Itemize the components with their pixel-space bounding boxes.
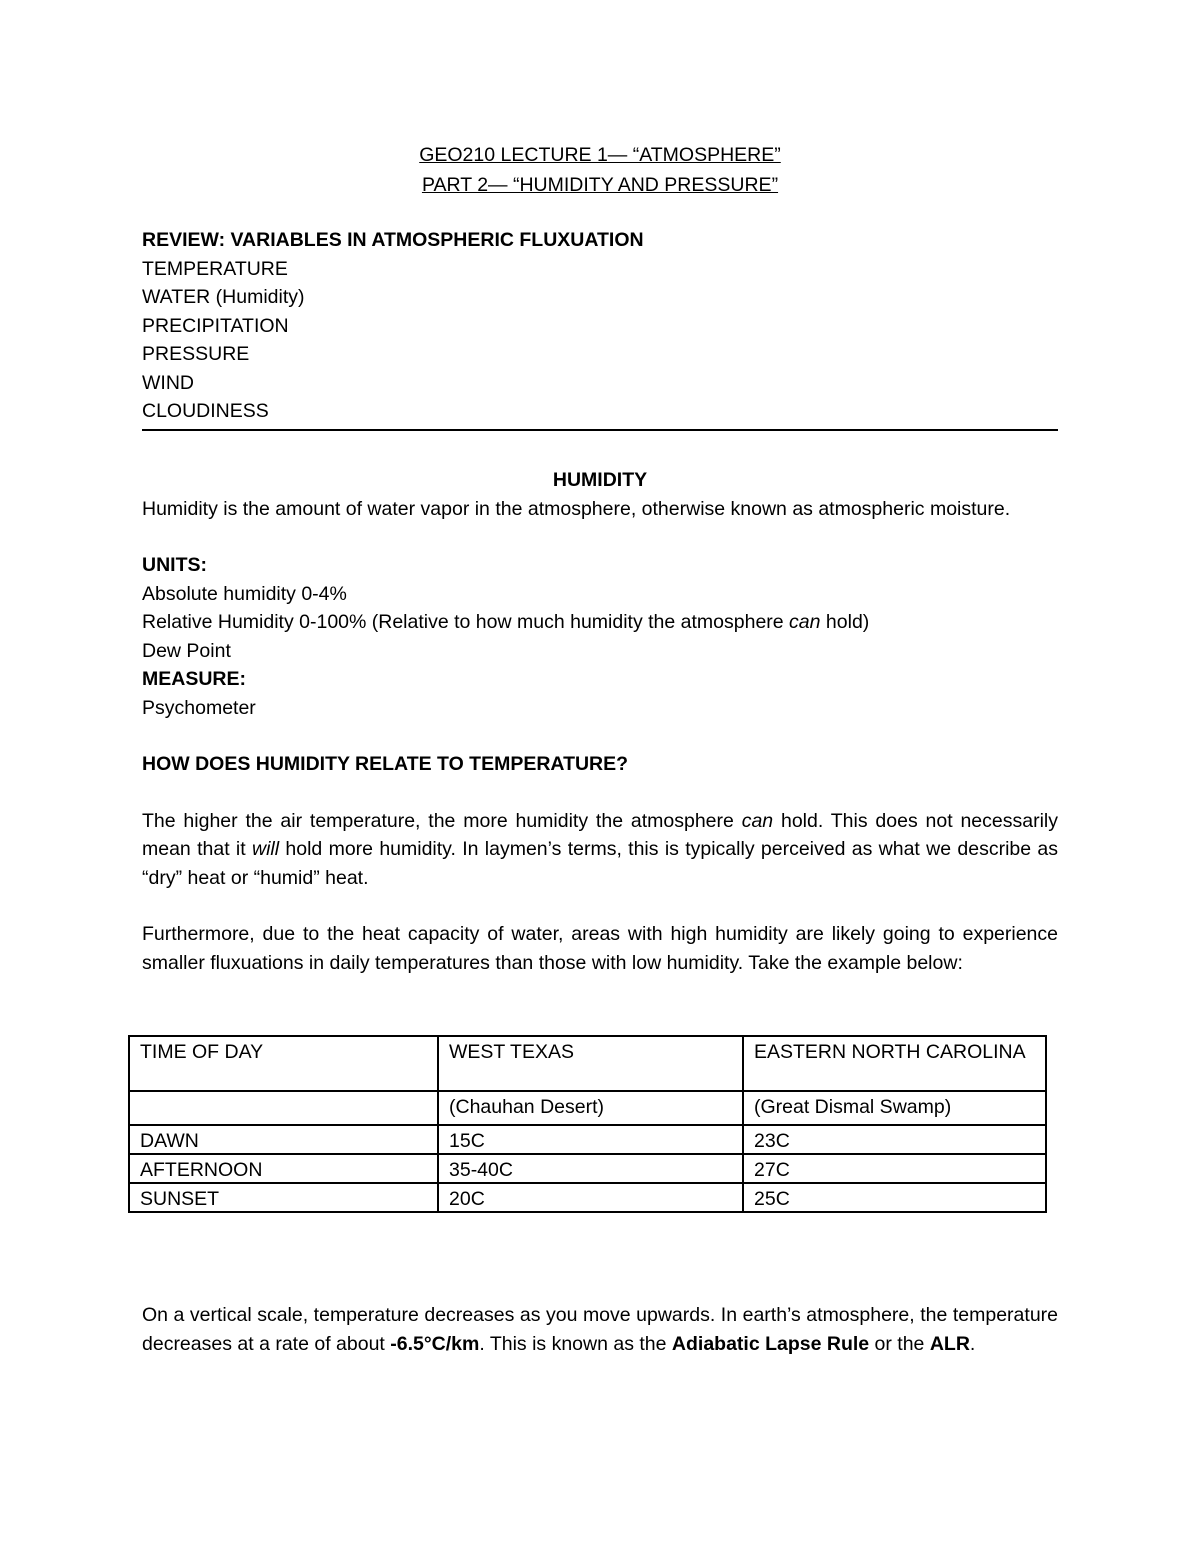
table-cell: 25C xyxy=(743,1183,1046,1212)
table-row xyxy=(129,1154,1046,1183)
measure-label: MEASURE: xyxy=(142,668,247,690)
review-item: PRECIPITATION xyxy=(142,314,289,337)
table-header-cell: WEST TEXAS xyxy=(438,1036,743,1091)
table-cell: 20C xyxy=(438,1183,743,1212)
document-subtitle: PART 2— “HUMIDITY AND PRESSURE” xyxy=(421,174,779,196)
document-title: GEO210 LECTURE 1— “ATMOSPHERE” xyxy=(419,144,781,166)
table-cell: SUNSET xyxy=(129,1183,438,1212)
relation-paragraph-1: The higher the air temperature, the more humidity the atmosphere can hold. This does not necessarily mean that it will hold more humidity. In laymen’s terms, this is typically perceived as what we describe as “dry” heat or “humid” heat. xyxy=(142,809,1059,889)
review-item: WIND xyxy=(142,371,194,394)
table-cell: (Chauhan Desert) xyxy=(438,1091,743,1125)
table-row xyxy=(129,1183,1046,1212)
table-cell: 23C xyxy=(743,1125,1046,1154)
relation-paragraph-2: Furthermore, due to the heat capacity of water, areas with high humidity are likely going to experience smaller fluxuations in daily temperatures than those with low humidity. Take the example below: xyxy=(142,923,1058,974)
table-cell: 35-40C xyxy=(438,1154,743,1183)
table-cell: (Great Dismal Swamp) xyxy=(743,1091,1046,1125)
table-subheader-row xyxy=(129,1091,1046,1125)
table-cell: DAWN xyxy=(129,1125,438,1154)
table-cell xyxy=(129,1091,438,1125)
table-cell: 27C xyxy=(743,1154,1046,1183)
review-section xyxy=(142,226,1058,426)
table-cell: 15C xyxy=(438,1125,743,1154)
table-cell: AFTERNOON xyxy=(129,1154,438,1183)
horizontal-divider xyxy=(142,429,1058,431)
document-page xyxy=(142,140,1058,977)
units-label: UNITS: xyxy=(142,554,207,576)
review-item: TEMPERATURE xyxy=(142,257,288,280)
review-item: PRESSURE xyxy=(142,343,250,365)
table-header-row xyxy=(129,1036,1046,1091)
table-header-cell: EASTERN NORTH CAROLINA xyxy=(743,1036,1046,1091)
review-heading: REVIEW: VARIABLES IN ATMOSPHERIC FLUXUATION xyxy=(142,229,644,251)
relative-humidity: Relative Humidity 0-100% (Relative to how much humidity the atmosphere can hold) xyxy=(142,611,870,633)
dew-point: Dew Point xyxy=(142,639,231,662)
alr-paragraph: On a vertical scale, temperature decreases as you move upwards. In earth’s atmosphere, the temperature decreases at a rate of about -6.5°C/km. This is known as the Adiabatic Lapse Rule or the ALR. xyxy=(142,1304,1058,1355)
temperature-table xyxy=(128,1035,1047,1213)
humidity-definition: Humidity is the amount of water vapor in the atmosphere, otherwise known as atmospheric moisture. xyxy=(142,497,1011,520)
absolute-humidity: Absolute humidity 0-4% xyxy=(142,582,347,605)
review-item: CLOUDINESS xyxy=(142,400,269,422)
review-item: WATER (Humidity) xyxy=(142,286,305,308)
measure-tool: Psychometer xyxy=(142,696,256,719)
humidity-heading: HUMIDITY xyxy=(552,468,648,491)
table-row xyxy=(129,1125,1046,1154)
relation-question: HOW DOES HUMIDITY RELATE TO TEMPERATURE? xyxy=(142,753,629,775)
table-header-cell: TIME OF DAY xyxy=(129,1036,438,1091)
